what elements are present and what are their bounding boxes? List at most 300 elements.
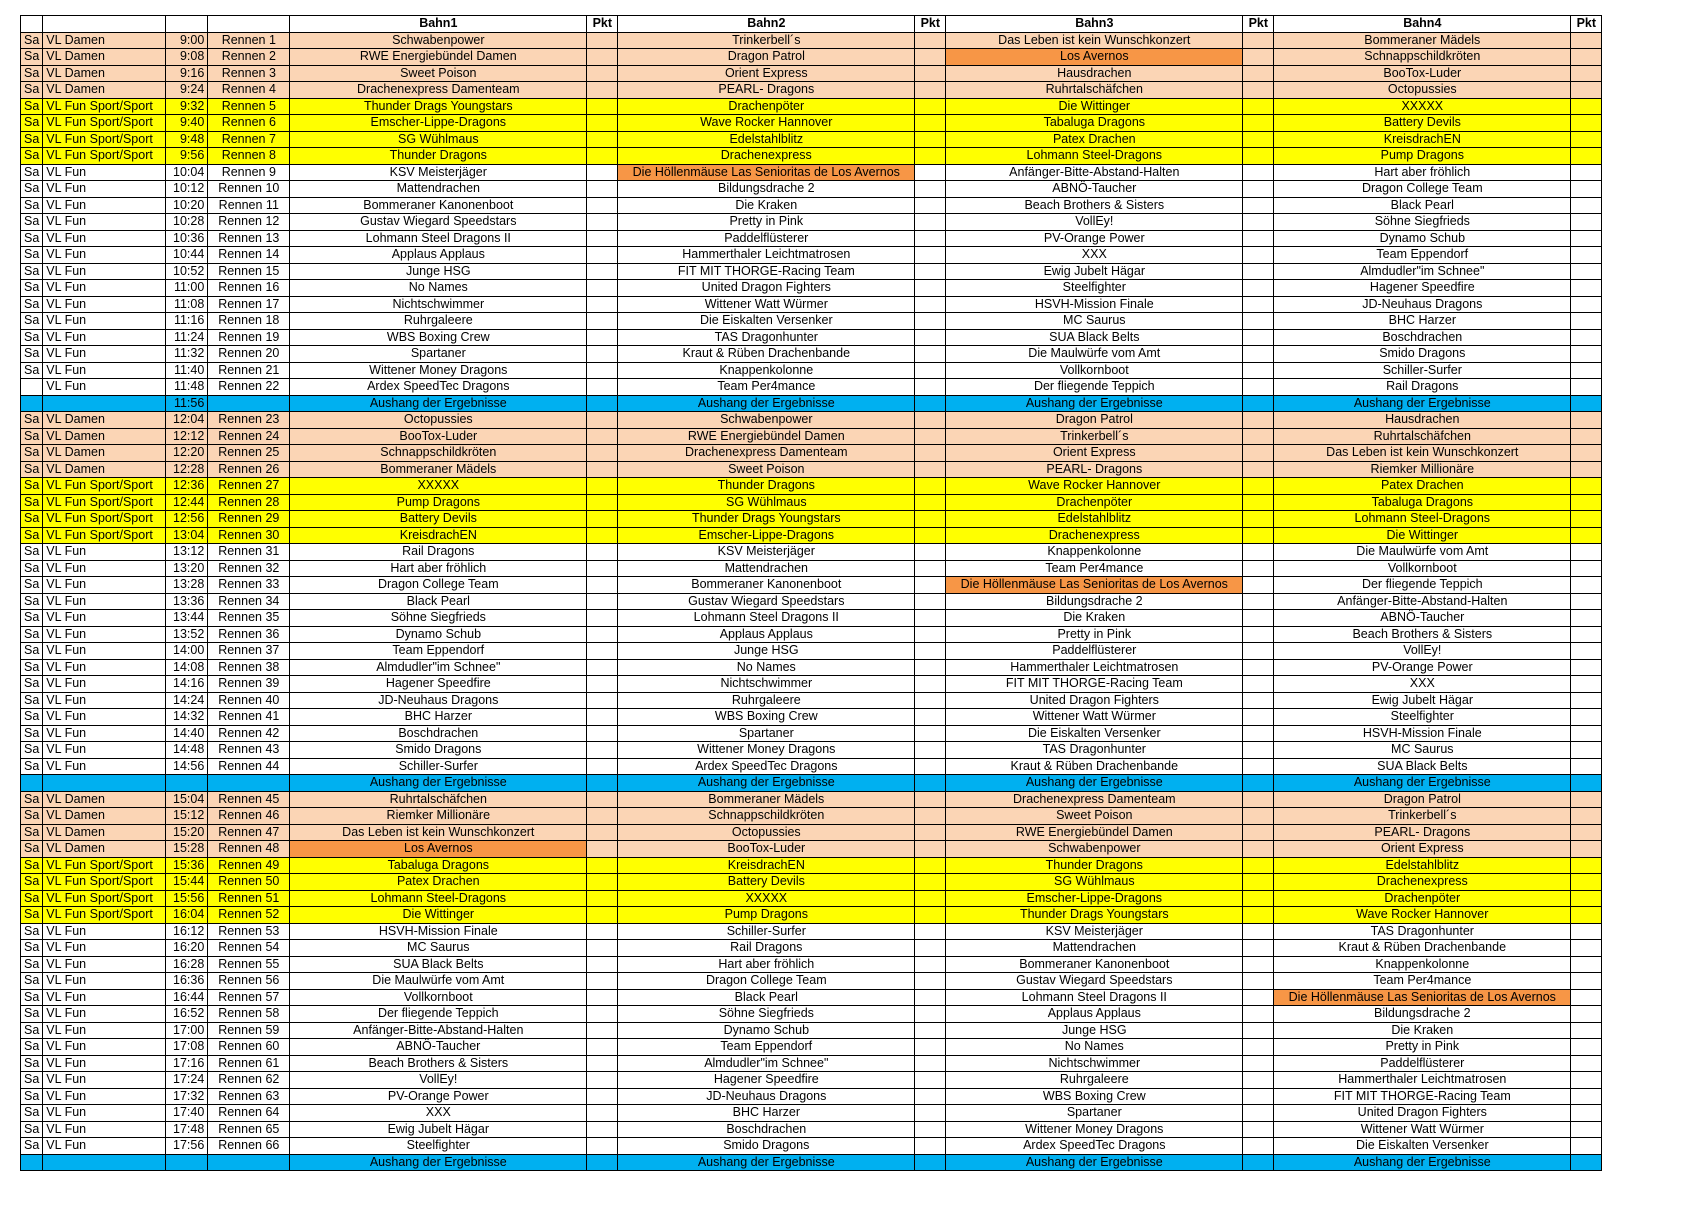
lane-1-points-cell bbox=[587, 395, 618, 412]
lane-4-team-cell: Black Pearl bbox=[1274, 197, 1571, 214]
lane-4-points-cell bbox=[1571, 725, 1602, 742]
race-row bbox=[21, 1006, 1602, 1023]
day-cell: Sa bbox=[21, 65, 43, 82]
lane-2-team-cell: Wittener Watt Würmer bbox=[618, 296, 915, 313]
lane-1-team-cell: Boschdrachen bbox=[290, 725, 587, 742]
race-cell: Rennen 25 bbox=[208, 445, 290, 462]
lane-3-points-cell bbox=[1243, 544, 1274, 561]
lane-4-team-cell: Dragon Patrol bbox=[1274, 791, 1571, 808]
lane-4-points-cell bbox=[1571, 1039, 1602, 1056]
lane-1-points-cell bbox=[587, 1039, 618, 1056]
time-cell: 12:12 bbox=[166, 428, 208, 445]
race-cell: Rennen 4 bbox=[208, 82, 290, 99]
lane-4-team-cell: Octopussies bbox=[1274, 82, 1571, 99]
lane-1-points-cell bbox=[587, 230, 618, 247]
day-cell: Sa bbox=[21, 1121, 43, 1138]
lane-1-team-cell: Mattendrachen bbox=[290, 181, 587, 198]
race-cell: Rennen 52 bbox=[208, 907, 290, 924]
race-cell: Rennen 59 bbox=[208, 1022, 290, 1039]
race-row bbox=[21, 412, 1602, 429]
group-cell: VL Fun Sport/Sport bbox=[43, 148, 166, 165]
race-cell: Rennen 9 bbox=[208, 164, 290, 181]
lane-2-team-cell: Drachenexpress bbox=[618, 148, 915, 165]
day-cell: Sa bbox=[21, 940, 43, 957]
group-cell: VL Fun Sport/Sport bbox=[43, 98, 166, 115]
lane-2-team-cell: United Dragon Fighters bbox=[618, 280, 915, 297]
day-cell: Sa bbox=[21, 593, 43, 610]
group-cell: VL Fun bbox=[43, 973, 166, 990]
lane-3-points-cell bbox=[1243, 1088, 1274, 1105]
lane-1-team-cell: Riemker Millionäre bbox=[290, 808, 587, 825]
time-cell: 14:48 bbox=[166, 742, 208, 759]
race-cell: Rennen 66 bbox=[208, 1138, 290, 1155]
lane-3-team-cell: VollEy! bbox=[946, 214, 1243, 231]
lane-2-team-cell: Mattendrachen bbox=[618, 560, 915, 577]
lane-3-team-cell: Bildungsdrache 2 bbox=[946, 593, 1243, 610]
race-cell: Rennen 23 bbox=[208, 412, 290, 429]
time-cell: 9:00 bbox=[166, 32, 208, 49]
lane-3-points-cell bbox=[1243, 1039, 1274, 1056]
lane-4-points-cell bbox=[1571, 742, 1602, 759]
lane-1-team-cell: Schwabenpower bbox=[290, 32, 587, 49]
lane-1-points-cell bbox=[587, 775, 618, 792]
race-cell: Rennen 39 bbox=[208, 676, 290, 693]
lane-4-points-cell bbox=[1571, 989, 1602, 1006]
lane-2-team-cell: Nichtschwimmer bbox=[618, 676, 915, 693]
race-row bbox=[21, 808, 1602, 825]
lane-4-team-cell: TAS Dragonhunter bbox=[1274, 923, 1571, 940]
lane-4-points-cell bbox=[1571, 824, 1602, 841]
race-row bbox=[21, 544, 1602, 561]
lane-3-team-cell: Aushang der Ergebnisse bbox=[946, 1154, 1243, 1171]
lane-1-team-cell: Steelfighter bbox=[290, 1138, 587, 1155]
lane-2-points-cell bbox=[915, 362, 946, 379]
lane-1-points-cell bbox=[587, 263, 618, 280]
group-cell: VL Fun bbox=[43, 692, 166, 709]
race-row bbox=[21, 214, 1602, 231]
race-row bbox=[21, 1105, 1602, 1122]
lane-1-points-cell bbox=[587, 428, 618, 445]
race-row bbox=[21, 709, 1602, 726]
lane-4-team-cell: Ruhrtalschäfchen bbox=[1274, 428, 1571, 445]
lane-4-team-cell: Trinkerbell´s bbox=[1274, 808, 1571, 825]
race-row bbox=[21, 643, 1602, 660]
lane-4-points-cell bbox=[1571, 610, 1602, 627]
lane-2-team-cell: JD-Neuhaus Dragons bbox=[618, 1088, 915, 1105]
lane-2-points-cell bbox=[915, 874, 946, 891]
lane-3-team-cell: SG Wühlmaus bbox=[946, 874, 1243, 891]
lane-3-team-cell: Thunder Drags Youngstars bbox=[946, 907, 1243, 924]
race-cell bbox=[208, 395, 290, 412]
lane-4-team-cell: Hausdrachen bbox=[1274, 412, 1571, 429]
lane-4-team-cell: Wittener Watt Würmer bbox=[1274, 1121, 1571, 1138]
lane-1-team-cell: Lohmann Steel Dragons II bbox=[290, 230, 587, 247]
lane-2-team-cell: Wave Rocker Hannover bbox=[618, 115, 915, 132]
lane-4-points-cell bbox=[1571, 478, 1602, 495]
lane-2-team-cell: No Names bbox=[618, 659, 915, 676]
time-cell: 14:16 bbox=[166, 676, 208, 693]
lane-3-points-cell bbox=[1243, 164, 1274, 181]
day-cell: Sa bbox=[21, 857, 43, 874]
header-points-1: Pkt bbox=[587, 16, 618, 33]
lane-3-points-cell bbox=[1243, 65, 1274, 82]
time-cell: 10:44 bbox=[166, 247, 208, 264]
time-cell: 14:00 bbox=[166, 643, 208, 660]
day-cell: Sa bbox=[21, 610, 43, 627]
time-cell: 9:16 bbox=[166, 65, 208, 82]
lane-2-points-cell bbox=[915, 98, 946, 115]
lane-3-team-cell: RWE Energiebündel Damen bbox=[946, 824, 1243, 841]
lane-4-team-cell: Bildungsdrache 2 bbox=[1274, 1006, 1571, 1023]
day-cell: Sa bbox=[21, 461, 43, 478]
lane-1-team-cell: Bommeraner Kanonenboot bbox=[290, 197, 587, 214]
lane-3-points-cell bbox=[1243, 181, 1274, 198]
lane-2-team-cell: Paddelflüsterer bbox=[618, 230, 915, 247]
lane-1-team-cell: Die Maulwürfe vom Amt bbox=[290, 973, 587, 990]
lane-1-team-cell: Applaus Applaus bbox=[290, 247, 587, 264]
lane-3-points-cell bbox=[1243, 197, 1274, 214]
lane-1-team-cell: VollEy! bbox=[290, 1072, 587, 1089]
day-cell: Sa bbox=[21, 907, 43, 924]
lane-2-team-cell: TAS Dragonhunter bbox=[618, 329, 915, 346]
lane-1-team-cell: Beach Brothers & Sisters bbox=[290, 1055, 587, 1072]
lane-2-points-cell bbox=[915, 1039, 946, 1056]
lane-3-team-cell: Applaus Applaus bbox=[946, 1006, 1243, 1023]
lane-4-points-cell bbox=[1571, 676, 1602, 693]
lane-3-team-cell: Wittener Watt Würmer bbox=[946, 709, 1243, 726]
lane-2-team-cell: WBS Boxing Crew bbox=[618, 709, 915, 726]
day-cell: Sa bbox=[21, 1105, 43, 1122]
lane-1-team-cell: Thunder Drags Youngstars bbox=[290, 98, 587, 115]
lane-4-team-cell: Lohmann Steel-Dragons bbox=[1274, 511, 1571, 528]
lane-1-team-cell: XXX bbox=[290, 1105, 587, 1122]
lane-3-points-cell bbox=[1243, 280, 1274, 297]
lane-3-points-cell bbox=[1243, 643, 1274, 660]
lane-4-team-cell: Die Höllenmäuse Las Senioritas de Los Avernos bbox=[1274, 989, 1571, 1006]
race-cell: Rennen 50 bbox=[208, 874, 290, 891]
lane-2-team-cell: BHC Harzer bbox=[618, 1105, 915, 1122]
header-lane-2: Bahn2 bbox=[618, 16, 915, 33]
lane-1-team-cell: Wittener Money Dragons bbox=[290, 362, 587, 379]
race-cell: Rennen 64 bbox=[208, 1105, 290, 1122]
lane-1-team-cell: RWE Energiebündel Damen bbox=[290, 49, 587, 66]
lane-2-points-cell bbox=[915, 808, 946, 825]
race-row bbox=[21, 164, 1602, 181]
group-cell: VL Damen bbox=[43, 412, 166, 429]
lane-3-team-cell: Patex Drachen bbox=[946, 131, 1243, 148]
lane-1-team-cell: BHC Harzer bbox=[290, 709, 587, 726]
race-cell: Rennen 6 bbox=[208, 115, 290, 132]
lane-2-points-cell bbox=[915, 1105, 946, 1122]
group-cell: VL Damen bbox=[43, 461, 166, 478]
lane-1-points-cell bbox=[587, 511, 618, 528]
lane-3-team-cell: Mattendrachen bbox=[946, 940, 1243, 957]
lane-1-team-cell: Thunder Dragons bbox=[290, 148, 587, 165]
lane-1-points-cell bbox=[587, 1088, 618, 1105]
race-row bbox=[21, 890, 1602, 907]
lane-3-points-cell bbox=[1243, 791, 1274, 808]
time-cell: 14:08 bbox=[166, 659, 208, 676]
lane-4-team-cell: PV-Orange Power bbox=[1274, 659, 1571, 676]
race-cell: Rennen 48 bbox=[208, 841, 290, 858]
lane-1-points-cell bbox=[587, 1138, 618, 1155]
day-cell: Sa bbox=[21, 527, 43, 544]
day-cell: Sa bbox=[21, 923, 43, 940]
header-row bbox=[21, 16, 1602, 33]
lane-1-points-cell bbox=[587, 577, 618, 594]
lane-2-team-cell: Boschdrachen bbox=[618, 1121, 915, 1138]
results-posting-row bbox=[21, 775, 1602, 792]
race-row bbox=[21, 593, 1602, 610]
lane-2-points-cell bbox=[915, 742, 946, 759]
group-cell: VL Fun Sport/Sport bbox=[43, 511, 166, 528]
lane-1-team-cell: Die Wittinger bbox=[290, 907, 587, 924]
lane-3-team-cell: Drachenpöter bbox=[946, 494, 1243, 511]
lane-3-points-cell bbox=[1243, 115, 1274, 132]
lane-1-points-cell bbox=[587, 890, 618, 907]
lane-1-team-cell: Pump Dragons bbox=[290, 494, 587, 511]
time-cell: 15:28 bbox=[166, 841, 208, 858]
time-cell: 14:40 bbox=[166, 725, 208, 742]
lane-1-points-cell bbox=[587, 494, 618, 511]
lane-2-points-cell bbox=[915, 791, 946, 808]
day-cell: Sa bbox=[21, 824, 43, 841]
group-cell: VL Damen bbox=[43, 32, 166, 49]
group-cell: VL Fun bbox=[43, 362, 166, 379]
lane-4-team-cell: HSVH-Mission Finale bbox=[1274, 725, 1571, 742]
day-cell: Sa bbox=[21, 1088, 43, 1105]
lane-2-team-cell: RWE Energiebündel Damen bbox=[618, 428, 915, 445]
time-cell: 15:12 bbox=[166, 808, 208, 825]
lane-1-points-cell bbox=[587, 1006, 618, 1023]
lane-2-points-cell bbox=[915, 263, 946, 280]
lane-1-team-cell: Hart aber fröhlich bbox=[290, 560, 587, 577]
race-cell: Rennen 24 bbox=[208, 428, 290, 445]
lane-1-points-cell bbox=[587, 445, 618, 462]
time-cell: 9:56 bbox=[166, 148, 208, 165]
lane-1-points-cell bbox=[587, 197, 618, 214]
lane-3-team-cell: Thunder Dragons bbox=[946, 857, 1243, 874]
day-cell: Sa bbox=[21, 494, 43, 511]
group-cell: VL Damen bbox=[43, 445, 166, 462]
lane-2-points-cell bbox=[915, 956, 946, 973]
time-cell: 14:24 bbox=[166, 692, 208, 709]
race-cell: Rennen 32 bbox=[208, 560, 290, 577]
lane-1-team-cell: MC Saurus bbox=[290, 940, 587, 957]
time-cell: 17:08 bbox=[166, 1039, 208, 1056]
race-row bbox=[21, 478, 1602, 495]
lane-2-team-cell: Gustav Wiegard Speedstars bbox=[618, 593, 915, 610]
lane-3-points-cell bbox=[1243, 1121, 1274, 1138]
lane-1-team-cell: Drachenexpress Damenteam bbox=[290, 82, 587, 99]
lane-3-team-cell: Lohmann Steel Dragons II bbox=[946, 989, 1243, 1006]
header-lane-3: Bahn3 bbox=[946, 16, 1243, 33]
day-cell: Sa bbox=[21, 263, 43, 280]
lane-3-team-cell: Wittener Money Dragons bbox=[946, 1121, 1243, 1138]
lane-2-points-cell bbox=[915, 478, 946, 495]
lane-2-points-cell bbox=[915, 1154, 946, 1171]
race-cell: Rennen 33 bbox=[208, 577, 290, 594]
day-cell: Sa bbox=[21, 742, 43, 759]
lane-1-points-cell bbox=[587, 1072, 618, 1089]
lane-2-points-cell bbox=[915, 1072, 946, 1089]
lane-3-points-cell bbox=[1243, 1006, 1274, 1023]
lane-3-points-cell bbox=[1243, 725, 1274, 742]
race-row bbox=[21, 445, 1602, 462]
lane-1-team-cell: Tabaluga Dragons bbox=[290, 857, 587, 874]
day-cell: Sa bbox=[21, 181, 43, 198]
lane-2-team-cell: Spartaner bbox=[618, 725, 915, 742]
lane-1-team-cell: BooTox-Luder bbox=[290, 428, 587, 445]
lane-4-points-cell bbox=[1571, 1121, 1602, 1138]
lane-1-team-cell: Schiller-Surfer bbox=[290, 758, 587, 775]
race-cell: Rennen 10 bbox=[208, 181, 290, 198]
race-row bbox=[21, 296, 1602, 313]
race-cell: Rennen 8 bbox=[208, 148, 290, 165]
lane-3-points-cell bbox=[1243, 626, 1274, 643]
lane-1-team-cell: Sweet Poison bbox=[290, 65, 587, 82]
lane-1-team-cell: SG Wühlmaus bbox=[290, 131, 587, 148]
lane-2-points-cell bbox=[915, 593, 946, 610]
lane-3-team-cell: PEARL- Dragons bbox=[946, 461, 1243, 478]
race-cell: Rennen 21 bbox=[208, 362, 290, 379]
lane-4-points-cell bbox=[1571, 461, 1602, 478]
group-cell: VL Fun bbox=[43, 676, 166, 693]
header-day bbox=[21, 16, 43, 33]
time-cell: 12:28 bbox=[166, 461, 208, 478]
lane-1-points-cell bbox=[587, 808, 618, 825]
day-cell: Sa bbox=[21, 1138, 43, 1155]
lane-3-points-cell bbox=[1243, 1072, 1274, 1089]
race-row bbox=[21, 263, 1602, 280]
race-schedule-table bbox=[20, 15, 1602, 1171]
lane-4-team-cell: Pump Dragons bbox=[1274, 148, 1571, 165]
lane-3-team-cell: Junge HSG bbox=[946, 1022, 1243, 1039]
lane-4-team-cell: Dragon College Team bbox=[1274, 181, 1571, 198]
race-cell: Rennen 18 bbox=[208, 313, 290, 330]
lane-3-team-cell: Ewig Jubelt Hägar bbox=[946, 263, 1243, 280]
group-cell: VL Fun bbox=[43, 626, 166, 643]
race-row bbox=[21, 1121, 1602, 1138]
race-cell: Rennen 35 bbox=[208, 610, 290, 627]
group-cell: VL Fun bbox=[43, 280, 166, 297]
lane-2-points-cell bbox=[915, 1138, 946, 1155]
race-cell: Rennen 14 bbox=[208, 247, 290, 264]
race-row bbox=[21, 1022, 1602, 1039]
lane-1-team-cell: Schnappschildkröten bbox=[290, 445, 587, 462]
lane-2-points-cell bbox=[915, 181, 946, 198]
lane-4-points-cell bbox=[1571, 494, 1602, 511]
time-cell: 12:04 bbox=[166, 412, 208, 429]
lane-3-points-cell bbox=[1243, 32, 1274, 49]
lane-2-points-cell bbox=[915, 890, 946, 907]
group-cell: VL Fun bbox=[43, 1105, 166, 1122]
lane-4-team-cell: Aushang der Ergebnisse bbox=[1274, 775, 1571, 792]
race-row bbox=[21, 313, 1602, 330]
lane-1-team-cell: ABNÖ-Taucher bbox=[290, 1039, 587, 1056]
lane-2-points-cell bbox=[915, 940, 946, 957]
lane-1-team-cell: Ruhrtalschäfchen bbox=[290, 791, 587, 808]
day-cell bbox=[21, 379, 43, 396]
lane-1-team-cell: Los Avernos bbox=[290, 841, 587, 858]
group-cell: VL Fun bbox=[43, 758, 166, 775]
lane-1-points-cell bbox=[587, 593, 618, 610]
lane-3-points-cell bbox=[1243, 692, 1274, 709]
lane-2-points-cell bbox=[915, 1006, 946, 1023]
group-cell: VL Fun bbox=[43, 709, 166, 726]
day-cell bbox=[21, 1154, 43, 1171]
lane-1-points-cell bbox=[587, 1055, 618, 1072]
lane-1-points-cell bbox=[587, 280, 618, 297]
lane-1-points-cell bbox=[587, 379, 618, 396]
lane-4-team-cell: MC Saurus bbox=[1274, 742, 1571, 759]
lane-3-points-cell bbox=[1243, 709, 1274, 726]
group-cell: VL Fun bbox=[43, 329, 166, 346]
group-cell: VL Fun bbox=[43, 1072, 166, 1089]
group-cell bbox=[43, 775, 166, 792]
lane-3-team-cell: SUA Black Belts bbox=[946, 329, 1243, 346]
time-cell: 10:52 bbox=[166, 263, 208, 280]
time-cell: 16:52 bbox=[166, 1006, 208, 1023]
lane-2-team-cell: Almdudler"im Schnee" bbox=[618, 1055, 915, 1072]
lane-1-points-cell bbox=[587, 956, 618, 973]
lane-4-points-cell bbox=[1571, 181, 1602, 198]
lane-2-team-cell: Rail Dragons bbox=[618, 940, 915, 957]
time-cell: 16:04 bbox=[166, 907, 208, 924]
lane-3-points-cell bbox=[1243, 82, 1274, 99]
race-cell: Rennen 37 bbox=[208, 643, 290, 660]
lane-2-team-cell: Lohmann Steel Dragons II bbox=[618, 610, 915, 627]
lane-4-team-cell: United Dragon Fighters bbox=[1274, 1105, 1571, 1122]
group-cell: VL Fun bbox=[43, 544, 166, 561]
lane-4-team-cell: Riemker Millionäre bbox=[1274, 461, 1571, 478]
lane-4-team-cell: Beach Brothers & Sisters bbox=[1274, 626, 1571, 643]
lane-1-points-cell bbox=[587, 82, 618, 99]
time-cell: 13:20 bbox=[166, 560, 208, 577]
lane-3-points-cell bbox=[1243, 511, 1274, 528]
lane-2-team-cell: Smido Dragons bbox=[618, 1138, 915, 1155]
lane-1-team-cell: No Names bbox=[290, 280, 587, 297]
lane-3-points-cell bbox=[1243, 445, 1274, 462]
lane-2-team-cell: Aushang der Ergebnisse bbox=[618, 395, 915, 412]
lane-4-points-cell bbox=[1571, 65, 1602, 82]
lane-1-points-cell bbox=[587, 841, 618, 858]
day-cell: Sa bbox=[21, 280, 43, 297]
lane-2-team-cell: Sweet Poison bbox=[618, 461, 915, 478]
lane-2-team-cell: Die Kraken bbox=[618, 197, 915, 214]
race-cell: Rennen 53 bbox=[208, 923, 290, 940]
race-cell: Rennen 63 bbox=[208, 1088, 290, 1105]
lane-1-team-cell: Battery Devils bbox=[290, 511, 587, 528]
lane-4-team-cell: SUA Black Belts bbox=[1274, 758, 1571, 775]
lane-2-points-cell bbox=[915, 313, 946, 330]
time-cell: 14:56 bbox=[166, 758, 208, 775]
race-row bbox=[21, 989, 1602, 1006]
race-cell: Rennen 19 bbox=[208, 329, 290, 346]
race-row bbox=[21, 742, 1602, 759]
day-cell: Sa bbox=[21, 511, 43, 528]
lane-2-points-cell bbox=[915, 296, 946, 313]
lane-4-points-cell bbox=[1571, 626, 1602, 643]
lane-4-points-cell bbox=[1571, 577, 1602, 594]
lane-4-points-cell bbox=[1571, 214, 1602, 231]
lane-3-team-cell: Dragon Patrol bbox=[946, 412, 1243, 429]
lane-1-team-cell: Gustav Wiegard Speedstars bbox=[290, 214, 587, 231]
day-cell: Sa bbox=[21, 82, 43, 99]
lane-2-team-cell: Schiller-Surfer bbox=[618, 923, 915, 940]
time-cell: 13:44 bbox=[166, 610, 208, 627]
race-cell: Rennen 41 bbox=[208, 709, 290, 726]
